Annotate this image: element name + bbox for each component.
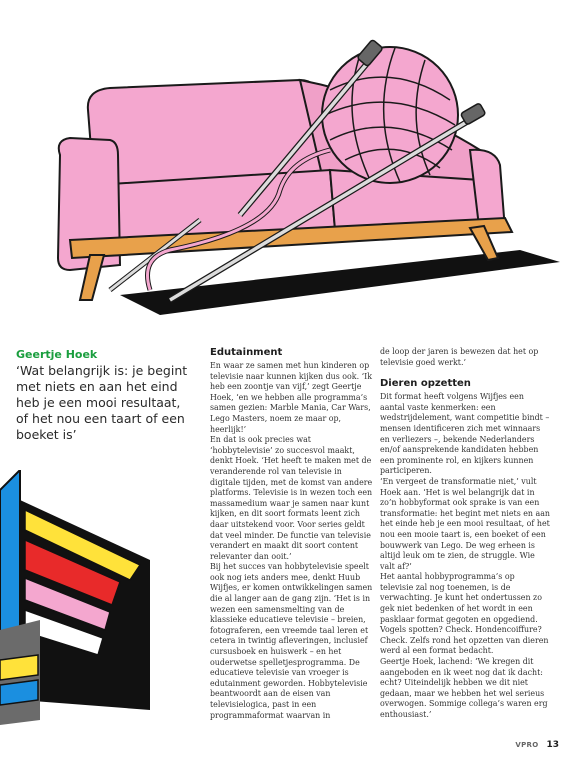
paragraph: Dit format heeft volgens Wijfjes een aantal vaste kenmerken: een wedstrijdelement, want competitie bindt – mensen identificeren zich met winnaars en verliezers –, bekende Nederlanders en/of aansprekende kandidaten hebben een prominente rol, en kijkers kunnen participeren. xyxy=(380,392,550,476)
paragraph: En dat is ook precies wat ‘hobbytelevisie’ zo succesvol maakt, denkt Hoek. ‘Het heeft te maken met de veranderende rol van televisie in digitale tijden, met de komst van andere platforms. Televisie is in wezen toch een massamedium waar je samen naar kunt kijken, en dit soort formats leent zich daar uitstekend voor. Voor series geldt dat veel minder. De functie van televisie verandert en maakt dit soort content relevanter dan ooit.’ xyxy=(210,435,373,561)
vpro-logo: VPRO xyxy=(515,741,539,749)
paragraph: Bij het succes van hobbytelevisie speelt ook nog iets anders mee, denkt Huub Wijfjes, er komen ontwikkelingen samen die al langer aan de gang zijn. ‘Het is in wezen een samensmelting van de klassieke educatieve televisie – breien, fotograferen, een vreemde taal leren et cetera in twintig afleveringen, inclusief cursusboek en huiswerk – en het ouderwetse spelletjesprogramma. De educatieve televisie van vroeger is edutainment geworden. Hobbytelevisie beantwoordt aan de eisen van televisielogica, past in een programmaformat waarvan in xyxy=(210,562,373,720)
paragraph: Het aantal hobbyprogramma’s op televisie zal nog toenemen, is de verwachting. Je kunt het ondertussen zo gek niet bedenken of het wordt in een pasklaar format gegoten en opgediend. Vogels spotten? Check. Hondencoiffure? Check. Zelfs rond het opzetten van dieren werd al een format bedacht. xyxy=(380,572,549,656)
article-column-a xyxy=(210,347,373,721)
pull-quote xyxy=(16,348,188,443)
paragraph: En waar ze samen met hun kinderen op televisie naar kunnen kijken dus ook. ‘Ik heb een zoontje van vijf,’ zegt Geertje Hoek, ‘en we hebben alle programma’s samen gezien: Marble Mania, Car Wars, Lego Masters, noem ze maar op, heerlijk!’ xyxy=(210,361,373,434)
sofa-yarn-illustration xyxy=(0,0,577,340)
paragraph: de loop der jaren is bewezen dat het op televisie goed werkt.’ xyxy=(380,347,539,367)
page-number: 13 xyxy=(546,740,559,750)
colored-blocks-illustration xyxy=(0,470,190,725)
page-footer xyxy=(515,740,559,750)
section-heading-dieren-opzetten: Dieren opzetten xyxy=(380,378,471,390)
quote-attribution: Geertje Hoek xyxy=(16,348,98,361)
paragraph: Geertje Hoek, lachend: ‘We kregen dit aangeboden en ik weet nog dat ik dacht: echt? Uiteindelijk hebben we dit niet gedaan, maar we hebben het wel serieus overwogen. Sommige collega’s waren erg enthousiast.’ xyxy=(380,657,548,719)
quote-text: ‘Wat belangrijk is: je begint met niets en aan het eind heb je een mooi resultaat, of het nou een taart of een boeket is’ xyxy=(16,363,188,442)
paragraph: ‘En vergeet de transformatie niet,’ vult Hoek aan. ‘Het is wel belangrijk dat in zo’n hobbyformat ook sprake is van een transformatie: het begint met niets en aan het einde heb je een mooi resultaat, of het nou een mooie taart is, een boeket of een bouwwerk van Lego. De weg erheen is altijd leuk om te zien, de struggle. Wie valt af?’ xyxy=(380,476,551,571)
section-heading-edutainment: Edutainment xyxy=(210,347,283,358)
article-column-b xyxy=(380,347,550,721)
